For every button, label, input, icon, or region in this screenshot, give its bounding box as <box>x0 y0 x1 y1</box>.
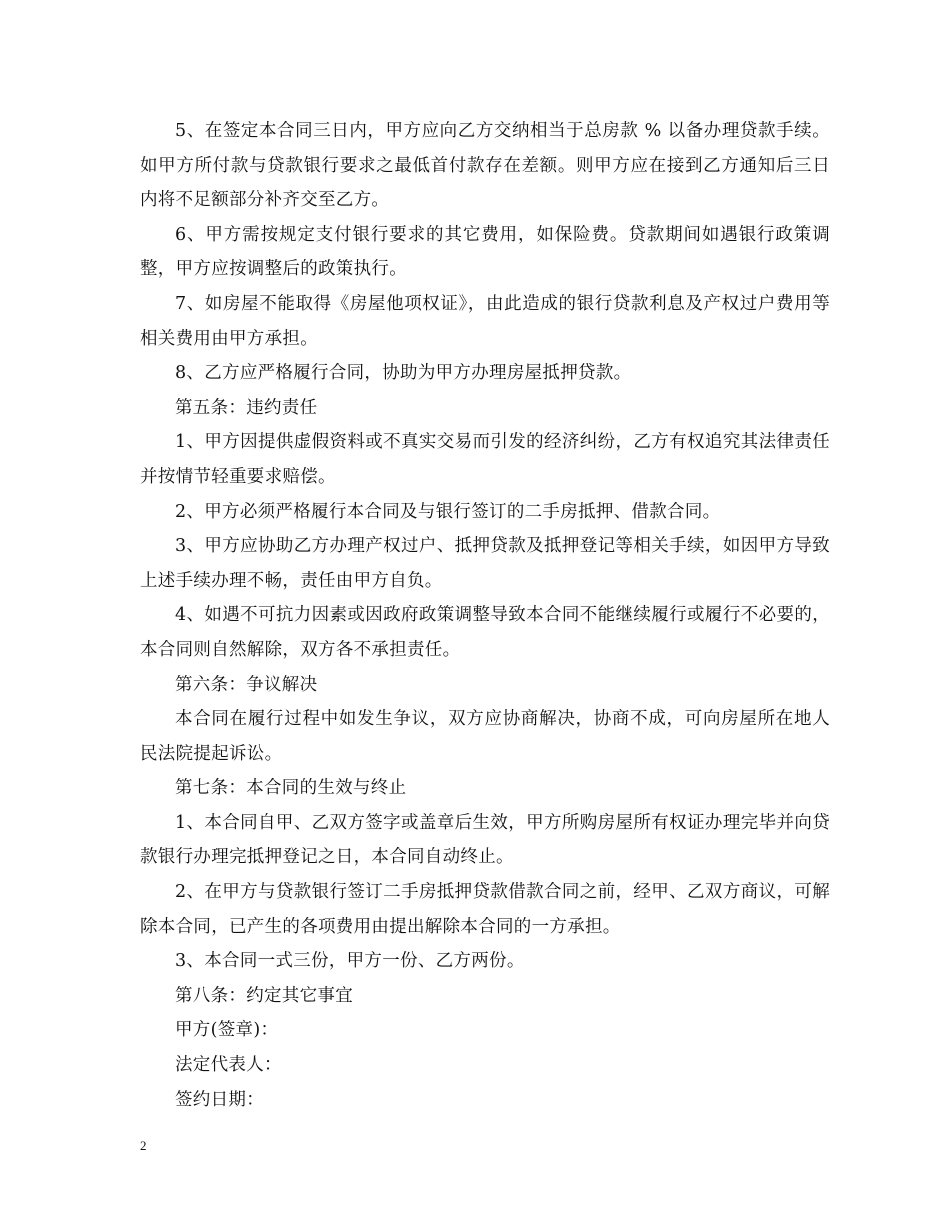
page-number: 2 <box>140 1138 147 1153</box>
clause-8-cooperation: 8、乙方应严格履行合同，协助为甲方办理房屋抵押贷款。 <box>175 363 632 384</box>
article-5-heading: 第五条：违约责任 <box>175 397 318 418</box>
article-6-body: 本合同在履行过程中如发生争议，双方应协商解决，协商不成，可向房屋所在地人民法院提起诉讼。 <box>140 709 830 764</box>
article-5-item-3: 3、甲方应协助乙方办理产权过户、抵押贷款及抵押登记等相关手续，如因甲方导致上述手续办理不畅，责任由甲方自负。 <box>140 536 830 591</box>
article-5-item-2: 2、甲方必须严格履行本合同及与银行签订的二手房抵押、借款合同。 <box>175 501 721 522</box>
article-7-item-2: 2、在甲方与贷款银行签订二手房抵押贷款借款合同之前，经甲、乙双方商议，可解除本合同，已产生的各项费用由提出解除本合同的一方承担。 <box>140 882 830 937</box>
article-6-heading: 第六条：争议解决 <box>175 674 318 695</box>
article-5-item-4: 4、如遇不可抗力因素或因政府政策调整导致本合同不能继续履行或履行不必要的，本合同则自然解除，双方各不承担责任。 <box>140 605 830 660</box>
article-7-item-1: 1、本合同自甲、乙双方签字或盖章后生效，甲方所购房屋所有权证办理完毕并向贷款银行办理完抵押登记之日，本合同自动终止。 <box>140 812 830 868</box>
article-8-heading: 第八条：约定其它事宜 <box>175 985 353 1006</box>
signature-legal-representative: 法定代表人： <box>175 1055 282 1076</box>
article-7-heading: 第七条：本合同的生效与终止 <box>175 778 407 799</box>
article-7-item-3: 3、本合同一式三份，甲方一份、乙方两份。 <box>175 951 525 972</box>
article-5-item-1: 1、甲方因提供虚假资料或不真实交易而引发的经济纠纷，乙方有权追究其法律责任并按情节轻重要求赔偿。 <box>140 432 830 487</box>
clause-7-certificate: 7、如房屋不能取得《房屋他项权证》，由此造成的银行贷款利息及产权过户费用等相关费用由甲方承担。 <box>140 293 830 349</box>
clause-5-down-payment: 5、在签定本合同三日内，甲方应向乙方交纳相当于总房款 % 以备办理贷款手续。如甲方所付款与贷款银行要求之最低首付款存在差额。则甲方应在接到乙方通知后三日内将不足额部分补齐交至乙方。 <box>140 121 830 211</box>
signature-party-a: 甲方(签章)： <box>175 1020 279 1041</box>
document-body <box>140 114 830 1117</box>
clause-6-bank-fees: 6、甲方需按规定支付银行要求的其它费用，如保险费。贷款期间如遇银行政策调整，甲方应按调整后的政策执行。 <box>140 224 830 280</box>
signature-date: 签约日期： <box>175 1089 264 1110</box>
